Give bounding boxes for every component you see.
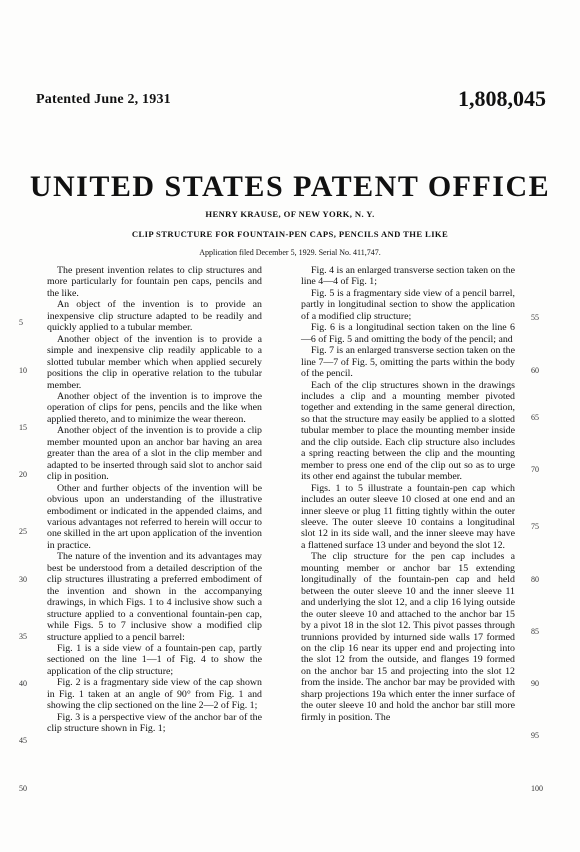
right-column	[301, 265, 515, 723]
paragraph: Fig. 5 is a fragmentary side view of a pencil barrel, partly in longitudinal section to show the application of a modified clip structure;	[301, 287, 515, 322]
application-line: Application filed December 5, 1929. Serial No. 411,747.	[199, 248, 381, 257]
line-number: 20	[19, 470, 27, 479]
line-number: 100	[531, 784, 543, 793]
line-number: 60	[531, 366, 539, 375]
paragraph: Fig. 2 is a fragmentary side view of the cap shown in Fig. 1 taken at an angle of 90° from Fig. 1 and showing the clip sectioned on the line 2—2 of Fig. 1;	[47, 677, 262, 712]
line-number: 90	[531, 679, 539, 688]
paragraph: The nature of the invention and its advantages may best be understood from a detailed description of the clip structures illustrating a preferred embodiment of the invention and shown in the accompanying drawings, in which Figs. 1 to 4 inclusive show such a structure applied to a conventional fountain-pen cap, while Figs. 5 to 7 inclusive show a modified clip structure applied to a pencil barrel:	[47, 551, 262, 643]
line-number: 50	[19, 784, 27, 793]
line-number: 95	[531, 731, 539, 740]
paragraph: Another object of the invention is to improve the operation of clips for pens, pencils and the like when applied thereto, and to minimize the wear thereon.	[47, 390, 262, 425]
line-number: 45	[19, 736, 27, 745]
line-number: 80	[531, 575, 539, 584]
line-number: 85	[531, 627, 539, 636]
paragraph: Fig. 3 is a perspective view of the anchor bar of the clip structure shown in Fig. 1;	[47, 711, 262, 735]
line-number: 40	[19, 679, 27, 688]
line-number: 55	[531, 313, 539, 322]
line-number: 75	[531, 522, 539, 531]
line-number: 10	[19, 366, 27, 375]
line-number: 25	[19, 527, 27, 536]
paragraph: The clip structure for the pen cap includes a mounting member or anchor bar 15 extending longitudinally of the fountain-pen cap and held between the outer sleeve 10 and the inner sleeve 11 and underlying the slot 12, and a clip 16 lying outside the outer sleeve 10 and attached to the anchor bar 15 by a pivot 18 in the slot 12. This pivot passes through trunnions provided by inturned side walls 17 formed on the clip 16 near its upper end and projecting into the slot 12 from the outside, and flanges 19 formed on the anchor bar 15 and projecting into the slot 12 from the inside. The anchor bar may be provided with sharp projections 19a which enter the inner surface of the outer sleeve 10 and hold the anchor bar still more firmly in position. The	[301, 551, 515, 723]
office-title: UNITED STATES PATENT OFFICE	[29, 170, 551, 203]
left-column	[47, 265, 262, 735]
paragraph: Another object of the invention is to provide a simple and inexpensive clip readily applicable to a slotted tubular member which when applied securely positions the clip in operative relation to the tubular member.	[47, 333, 262, 391]
paragraph: The present invention relates to clip structures and more particularly for fountain pen caps, pencils and the like.	[47, 265, 262, 299]
invention-title: CLIP STRUCTURE FOR FOUNTAIN-PEN CAPS, PENCILS AND THE LIKE	[131, 229, 449, 239]
paragraph: Each of the clip structures shown in the drawings includes a clip and a mounting member pivoted together and extending in the same general direction, so that the structure may easily be applied to a slotted tubular member to place the mounting member inside and the clip outside. Each clip structure also includes a spring reacting between the clip and the mounting member to press one end of the clip out so as to urge its other end against the tubular member.	[301, 379, 515, 483]
paragraph: Fig. 1 is a side view of a fountain-pen cap, partly sectioned on the line 1—1 of Fig. 4 to show the application of the clip structure;	[47, 642, 262, 677]
patent-number: 1,808,045	[458, 86, 546, 111]
paragraph: An object of the invention is to provide an inexpensive clip structure adapted to be readily and quickly applied to a tubular member.	[47, 299, 262, 334]
line-number: 15	[19, 423, 27, 432]
paragraph: Another object of the invention is to provide a clip member mounted upon an anchor bar having an area greater than the area of a slot in the clip member and adapted to be inserted through said slot to anchor said clip in position.	[47, 425, 262, 483]
paragraph: Fig. 6 is a longitudinal section taken on the line 6—6 of Fig. 5 and omitting the body of the pencil; and	[301, 322, 515, 345]
paragraph: Figs. 1 to 5 illustrate a fountain-pen cap which includes an outer sleeve 10 closed at one end and an inner sleeve or plug 11 fitting tightly within the outer sleeve. The outer sleeve 10 contains a longitudinal slot 12 in its side wall, and the inner sleeve may have a flattened surface 13 under and beyond the slot 12.	[301, 482, 515, 551]
paragraph: Other and further objects of the invention will be obvious upon an understanding of the illustrative embodiment or indicated in the appended claims, and various advantages not referred to herein will occur to one skilled in the art upon application of the invention in practice.	[47, 482, 262, 551]
line-number: 65	[531, 413, 539, 422]
line-number: 30	[19, 575, 27, 584]
paragraph: Fig. 4 is an enlarged transverse section taken on the line 4—4 of Fig. 1;	[301, 265, 515, 288]
patent-date: Patented June 2, 1931	[36, 92, 171, 107]
line-number: 35	[19, 632, 27, 641]
line-number: 70	[531, 465, 539, 474]
inventor-line: HENRY KRAUSE, OF NEW YORK, N. Y.	[205, 209, 375, 219]
line-number: 5	[19, 318, 23, 327]
paragraph: Fig. 7 is an enlarged transverse section taken on the line 7—7 of Fig. 5, omitting the parts within the body of the pencil.	[301, 345, 515, 380]
